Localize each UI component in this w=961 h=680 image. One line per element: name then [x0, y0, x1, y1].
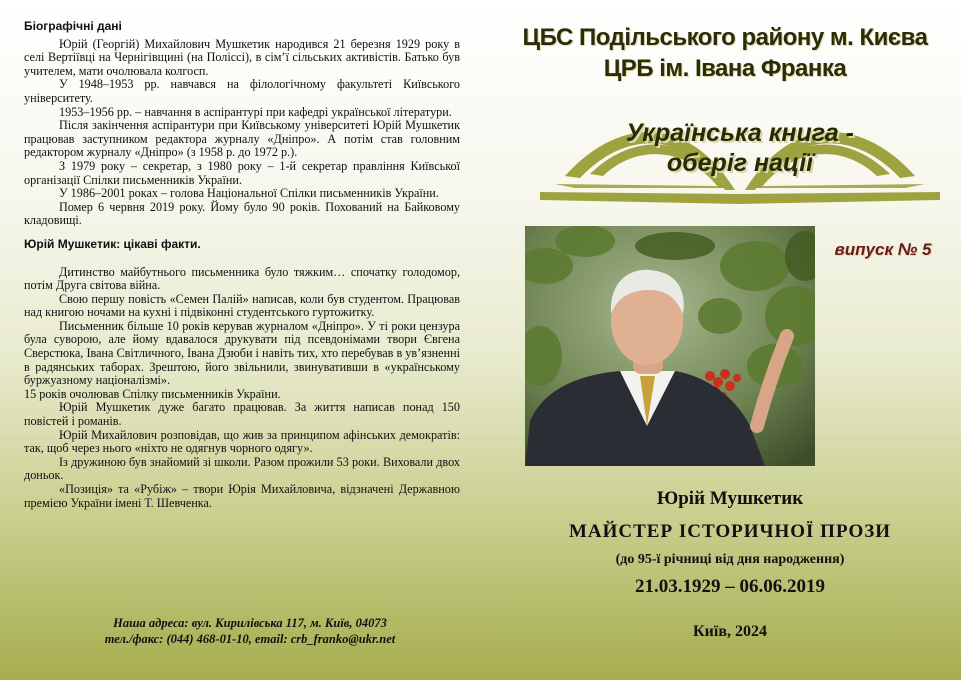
- author-name: Юрій Мушкетик: [656, 488, 804, 509]
- series-line-1: Українська книга -: [625, 119, 854, 147]
- fact-paragraph: Дитинство майбутнього письменника було тяжким… спочатку голодомор, потім Друга світова війна.: [24, 264, 460, 293]
- life-dates: 21.03.1929 – 06.06.2019: [635, 576, 825, 597]
- bio-paragraph: У 1948–1953 рр. навчався на філологічному факультеті Київського університету.: [24, 77, 460, 105]
- anniversary-note: (до 95-ї річниці від дня народження): [615, 552, 845, 567]
- fact-paragraph: «Позиція» та «Рубіж» – твори Юрія Михайловича, відзначені Державною премією України імені Т. Шевченка.: [24, 482, 460, 510]
- fact-paragraph: Із дружиною був знайомий зі школи. Разом прожили 53 роки. Виховали двох доньок.: [24, 454, 460, 483]
- bio-paragraph: 1953–1956 рр. – навчання в аспірантурі при кафедрі української літератури.: [59, 104, 452, 119]
- bio-paragraph: З 1979 року – секретар, з 1980 року – 1-й секретар правління Київської організації Спілки письменників України.: [24, 158, 460, 187]
- series-line-2: оберіг нації: [666, 149, 814, 177]
- fact-paragraph: Юрій Мушкетик дуже багато працював. За життя написав понад 150 повістей і романів.: [24, 400, 460, 429]
- address-line: Наша адреса: вул. Кирилівська 117, м. Київ, 04073: [113, 616, 387, 630]
- issue-number: випуск № 5: [834, 240, 932, 259]
- fact-paragraph: Письменник більше 10 років керував журналом «Дніпро». У ті роки цензура була суворою, але йому вдавалося друкувати під псевдонімами твори Євгена Сверстюка, Івана Світличного, Івана Дзюби і навіть тих, хто перебував в ув’язненні в радянських таборах. Зрештою, його звільнили, звинувативши в «українському буржуазному націоналізмі».: [24, 318, 460, 388]
- org-line-1: ЦБС Подільського району м. Києва: [522, 24, 928, 51]
- biography-column: [24, 20, 460, 510]
- booklet-title: МАЙСТЕР ІСТОРИЧНОЇ ПРОЗИ: [568, 521, 892, 542]
- facts-heading: Юрій Мушкетик: цікаві факти.: [24, 236, 201, 251]
- bio-paragraph: У 1986–2001 роках – голова Національної Спілки письменників України.: [59, 186, 439, 201]
- author-portrait: [525, 226, 815, 466]
- contact-line: тел./факс: (044) 468-01-10, email: crb_franko@ukr.net: [104, 632, 396, 646]
- series-title: [560, 118, 920, 178]
- organization-header: [490, 22, 960, 84]
- fact-paragraph: Юрій Михайлович розповідав, що жив за принципом афінських демократів: так, щоб через нього «ніхто не одягнув чорного одягу».: [24, 427, 460, 456]
- library-address: [60, 615, 440, 647]
- bio-heading: Біографічні дані: [24, 19, 122, 33]
- org-line-2: ЦРБ ім. Івана Франка: [603, 55, 847, 82]
- bio-paragraph: Помер 6 червня 2019 року. Йому було 90 років. Похований на Байковому кладовищі.: [24, 199, 460, 228]
- place-year: Київ, 2024: [693, 623, 767, 640]
- bio-paragraph: Після закінчення аспірантури при Київському університеті Юрій Мушкетик працював заступником редактора журналу «Дніпро». А потім став головним редактором журналу «Дніпро» (з 1958 р. до 1972 р.).: [24, 118, 460, 160]
- bio-paragraph: Юрій (Георгій) Михайлович Мушкетик народився 21 березня 1929 року в селі Вертіївці на Чернігівщині (на Поліссі), в сім’ї сільських активістів. Батько був учителем, мати очолювала колгосп.: [24, 36, 460, 78]
- fact-paragraph: 15 років очолював Спілку письменників України.: [24, 386, 281, 401]
- fact-paragraph: Свою першу повість «Семен Палій» написав, коли був студентом. Працював над книгою ночами на кухні і підвіконні студентського гуртожитку.: [24, 291, 460, 320]
